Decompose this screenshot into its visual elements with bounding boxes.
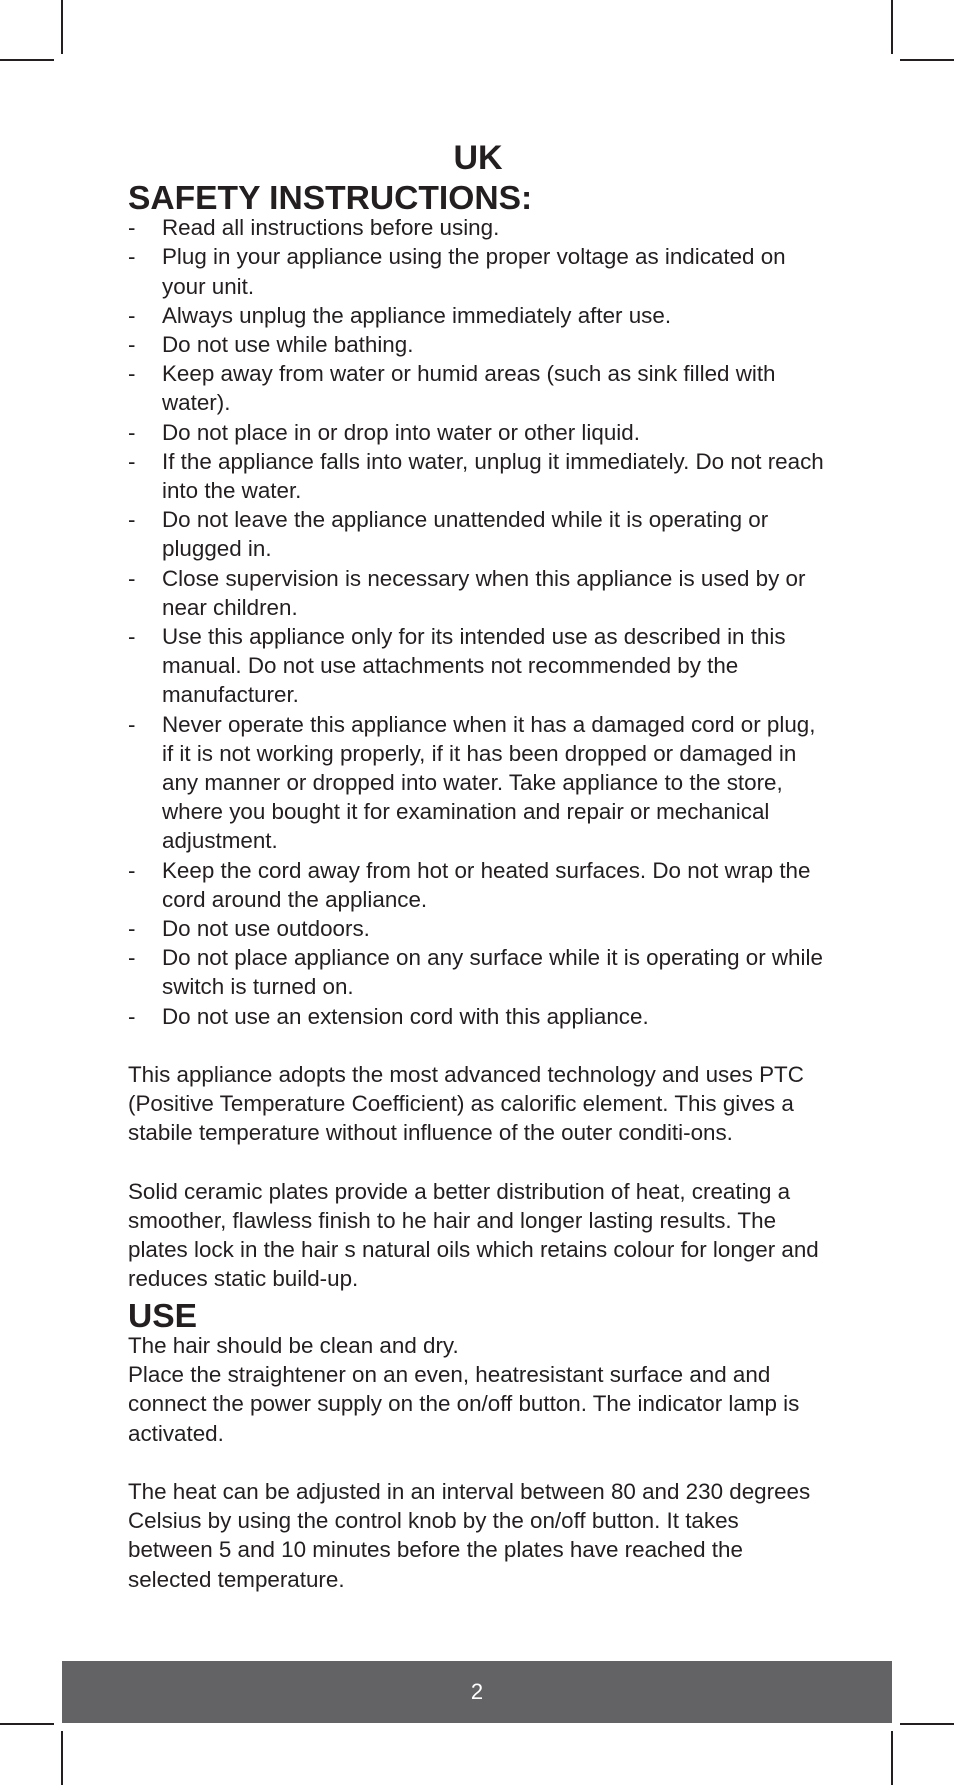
bullet-dash: -	[128, 507, 136, 533]
bullet-dash: -	[128, 332, 136, 358]
bullet-dash: -	[128, 711, 136, 737]
bullet-dash: -	[128, 565, 136, 591]
safety-heading: SAFETY INSTRUCTIONS:	[128, 180, 533, 217]
crop-mark-bottom-left-vertical	[61, 1731, 63, 1785]
ceramic-paragraph: Solid ceramic plates provide a better distribution of heat, creating a smoother, flawless finish to he hair and longer lasting results. The plates lock in the hair s natural oils which retains colour for longer and reduces static build-up.	[128, 1178, 819, 1292]
use-heading: USE	[128, 1297, 198, 1335]
ptc-paragraph: This appliance adopts the most advanced technology and uses PTC (Positive Temperature Coefficient) as calorific element. This gives a stabile temperature without influence of the outer conditi-ons.	[128, 1062, 804, 1146]
safety-item	[128, 213, 828, 242]
crop-mark-top-right-horizontal	[900, 59, 954, 61]
safety-item	[128, 505, 828, 563]
crop-mark-bottom-left-horizontal	[0, 1723, 54, 1725]
bullet-dash: -	[128, 361, 136, 387]
spacer	[128, 1294, 828, 1302]
safety-item	[128, 447, 828, 505]
safety-item-text: Always unplug the appliance immediately after use.	[162, 302, 672, 328]
safety-item-text: Do not place appliance on any surface while it is operating or while switch is turned on.	[162, 945, 823, 1000]
bullet-dash: -	[128, 448, 136, 474]
safety-item	[128, 242, 828, 300]
safety-item	[128, 301, 828, 330]
footer-bar	[62, 1661, 892, 1723]
safety-item	[128, 943, 828, 1001]
safety-item-text: Keep the cord away from hot or heated surfaces. Do not wrap the cord around the appliance.	[162, 857, 811, 912]
bullet-dash: -	[128, 302, 136, 328]
use-heat-paragraph: The heat can be adjusted in an interval between 80 and 230 degrees Celsius by using the control knob by the on/off button. It takes between 5 and 10 minutes before the plates have reached the selected temperature.	[128, 1478, 811, 1592]
use-clean-line: The hair should be clean and dry.	[128, 1332, 459, 1358]
safety-item	[128, 1002, 828, 1031]
spacer	[128, 1031, 828, 1060]
safety-item-text: Close supervision is necessary when this appliance is used by or near children.	[162, 565, 806, 620]
safety-item-text: Do not use outdoors.	[162, 916, 370, 942]
safety-item	[128, 710, 828, 856]
page-content	[128, 138, 828, 1594]
bullet-dash: -	[128, 215, 136, 241]
bullet-dash: -	[128, 419, 136, 445]
bullet-dash: -	[128, 857, 136, 883]
safety-item-text: Do not use while bathing.	[162, 332, 414, 358]
bullet-dash: -	[128, 945, 136, 971]
crop-mark-top-right-vertical	[891, 0, 893, 54]
safety-item	[128, 856, 828, 914]
safety-item	[128, 622, 828, 710]
spacer	[128, 1448, 828, 1477]
safety-item-text: Never operate this appliance when it has a damaged cord or plug, if it is not working properly, if it has been dropped or damaged in any manner or dropped into water. Take appliance to the store, where you bought it for examination and repair or mechanical adjustment.	[162, 711, 816, 854]
safety-item	[128, 359, 828, 417]
safety-item-text: If the appliance falls into water, unplug it immediately. Do not reach into the water.	[162, 448, 824, 504]
bullet-dash: -	[128, 624, 136, 650]
safety-item	[128, 564, 828, 622]
safety-item	[128, 914, 828, 943]
page-number: 2	[470, 1679, 484, 1704]
crop-mark-bottom-right-vertical	[891, 1731, 893, 1785]
bullet-dash: -	[128, 916, 136, 942]
bullet-dash: -	[128, 244, 136, 270]
safety-list	[128, 213, 828, 1031]
page-heading: UK	[453, 139, 503, 177]
safety-item-text: Do not place in or drop into water or other liquid.	[162, 419, 640, 445]
safety-item-text: Do not use an extension cord with this appliance.	[162, 1003, 649, 1029]
crop-mark-bottom-right-horizontal	[900, 1723, 954, 1725]
spacer	[128, 1148, 828, 1177]
safety-item-text: Use this appliance only for its intended use as described in this manual. Do not use attachments not recommended by the manufacturer.	[162, 624, 786, 708]
crop-mark-top-left-horizontal	[0, 59, 54, 61]
safety-item-text: Read all instructions before using.	[162, 215, 500, 241]
safety-item	[128, 330, 828, 359]
safety-item-text: Do not leave the appliance unattended while it is operating or plugged in.	[162, 507, 769, 562]
crop-mark-top-left-vertical	[61, 0, 63, 54]
use-place-paragraph: Place the straightener on an even, heatresistant surface and and connect the power supply on the on/off button. The indicator lamp is activated.	[128, 1362, 800, 1446]
bullet-dash: -	[128, 1003, 136, 1029]
safety-item	[128, 418, 828, 447]
safety-item-text: Keep away from water or humid areas (such as sink filled with water).	[162, 361, 776, 416]
safety-item-text: Plug in your appliance using the proper voltage as indicated on your unit.	[162, 244, 786, 299]
